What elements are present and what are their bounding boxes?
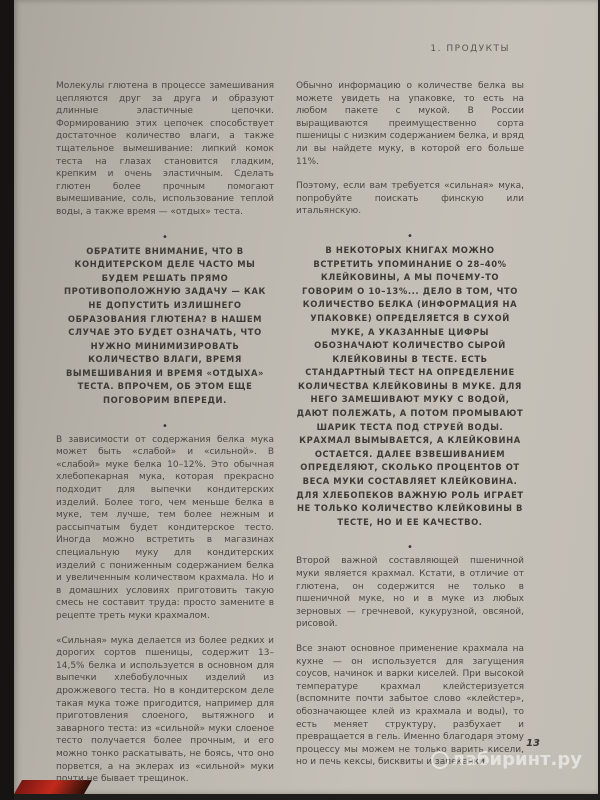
paragraph: Поэтому, если вам требуется «сильная» мука, попробуйте поискать финскую или итальянскую.	[296, 181, 524, 217]
watermark-text: лабиринт.ру	[451, 749, 582, 770]
callout-note: В НЕКОТОРЫХ КНИГАХ МОЖНО ВСТРЕТИТЬ УПОМИНАНИЕ О 28–40% КЛЕЙКОВИНЫ, А МЫ ПОЧЕМУ-ТО ГОВОРИМ О 10–13%... ДЕЛО В ТОМ, ЧТО КОЛИЧЕСТВО БЕЛКА (ИНФОРМАЦИЯ НА УПАКОВКЕ) ОПРЕДЕЛЯЕТСЯ В СУХОЙ МУКЕ, А УКАЗАННЫЕ ЦИФРЫ ОБОЗНАЧАЮТ КОЛИЧЕСТВО СЫРОЙ КЛЕЙКОВИНЫ В ТЕСТЕ. ЕСТЬ СТАНДАРТНЫЙ ТЕСТ НА ОПРЕДЕЛЕНИЕ КОЛИЧЕСТВА КЛЕЙКОВИНЫ В МУКЕ. ДЛЯ НЕГО ЗАМЕШИВАЮТ МУКУ С ВОДОЙ, ДАЮТ ПОЛЕЖАТЬ, А ПОТОМ ПРОМЫВАЮТ ШАРИК ТЕСТА ПОД СТРУЕЙ ВОДЫ. КРАХМАЛ ВЫМЫВАЕТСЯ, А КЛЕЙКОВИНА ОСТАЕТСЯ. ДАЛЕЕ ВЗВЕШИВАНИЕМ ОПРЕДЕЛЯЮТ, СКОЛЬКО ПРОЦЕНТОВ ОТ ВЕСА МУКИ СОСТАВЛЯЕТ КЛЕЙКОВИНА. ДЛЯ ХЛЕБОПЕКОВ ВАЖНУЮ РОЛЬ ИГРАЕТ НЕ ТОЛЬКО КОЛИЧЕСТВО КЛЕЙКОВИНЫ В ТЕСТЕ, НО И ЕЕ КАЧЕСТВО.	[296, 244, 524, 527]
running-header: 1. ПРОДУКТЫ	[430, 44, 510, 54]
separator-dot: •	[407, 542, 413, 554]
page-edge-shadow	[0, 0, 14, 800]
watermark	[431, 749, 582, 770]
page-number: 13	[526, 738, 540, 749]
separator-dot: •	[162, 231, 168, 243]
labyrinth-logo-icon	[431, 751, 449, 769]
paragraph: Молекулы глютена в процессе замешивания цепляются друг за друга и образуют длинные эластичные цепочки. Формированию этих цепочек способствует достаточное количество влаги, а также тщательное вымешивание: липкий комок теста на глазах становится гладким, крепким и очень эластичным. Сделать глютен более прочным помогают вымешивание, соль, использование теплой воды, а также время — «отдых» теста.	[56, 81, 274, 217]
left-column	[56, 80, 274, 798]
paragraph: Второй важной составляющей пшеничной муки является крахмал. Кстати, в отличие от глютена, он содержится не только в пшеничной муке, но и в муке из любых зерновых — гречневой, кукурузной, овсяной, рисовой.	[296, 556, 524, 630]
paragraph: В зависимости от содержания белка мука может быть «слабой» и «сильной». В «слабой» муке белка 10–12%. Это обычная хлебопекарная мука, которая прекрасно подходит для выпечки кондитерских изделий. Более того, чем меньше белка в муке, тем лучше, тем более нежным и рассыпчатым будет кондитерское тесто. Иногда можно встретить в магазинах специальную муку для кондитерских изделий с пониженным содержанием белка и увеличенным количеством крахмала. Но и в домашних условиях приготовить такую смесь не составит труда: просто замените в рецепте треть муки крахмалом.	[56, 434, 274, 621]
paragraph: «Сильная» мука делается из более редких и дорогих сортов пшеницы, содержит 13–14,5% белка и используется в основном для выпечки хлебобулочных изделий из дрожжевого теста. Но в кондитерском деле такая мука тоже пригодится, например для приготовления слоеного, вытяжного и заварного теста: из «сильной» муки слоеное тесто получается более прочным, и его можно тонко раскатывать, не боясь, что оно порвется, а на эклерах из «сильной» муки почти не бывает трещинок.	[56, 635, 274, 785]
separator-dot: •	[407, 230, 413, 242]
paragraph: Обычно информацию о количестве белка вы можете увидеть на упаковке, то есть на любом пакете с мукой. В России выращиваются преимущественно сорта пшеницы с низким содержанием белка, и вряд ли вы найдете муку, в которой его больше 11%.	[296, 81, 524, 167]
right-column	[296, 80, 524, 781]
paragraph: Все знают основное применение крахмала на кухне — он используется для загущения соусов, начинок и варки киселей. При высокой температуре крахмал клейстеризуется (вспомните почти забытое слово «клейстер», обозначающее клей из крахмала и воды), то есть меняет структуру, разбухает и превращается в гель. Именно благодаря этому процессу мы можем не только варить кисели, но и печь кексы, бисквиты и запеканки.	[296, 643, 524, 768]
separator-dot: •	[162, 420, 168, 432]
callout-note: ОБРАТИТЕ ВНИМАНИЕ, ЧТО В КОНДИТЕРСКОМ ДЕЛЕ ЧАСТО МЫ БУДЕМ РЕШАТЬ ПРЯМО ПРОТИВОПОЛОЖНУЮ ЗАДАЧУ — КАК НЕ ДОПУСТИТЬ ИЗЛИШНЕГО ОБРАЗОВАНИЯ ГЛЮТЕНА? В НАШЕМ СЛУЧАЕ ЭТО БУДЕТ ОЗНАЧАТЬ, ЧТО НУЖНО МИНИМИЗИРОВАТЬ КОЛИЧЕСТВО ВЛАГИ, ВРЕМЯ ВЫМЕШИВАНИЯ И ВРЕМЯ «ОТДЫХА» ТЕСТА. ВПРОЧЕМ, ОБ ЭТОМ ЕЩЕ ПОГОВОРИМ ВПЕРЕДИ.	[64, 245, 266, 406]
